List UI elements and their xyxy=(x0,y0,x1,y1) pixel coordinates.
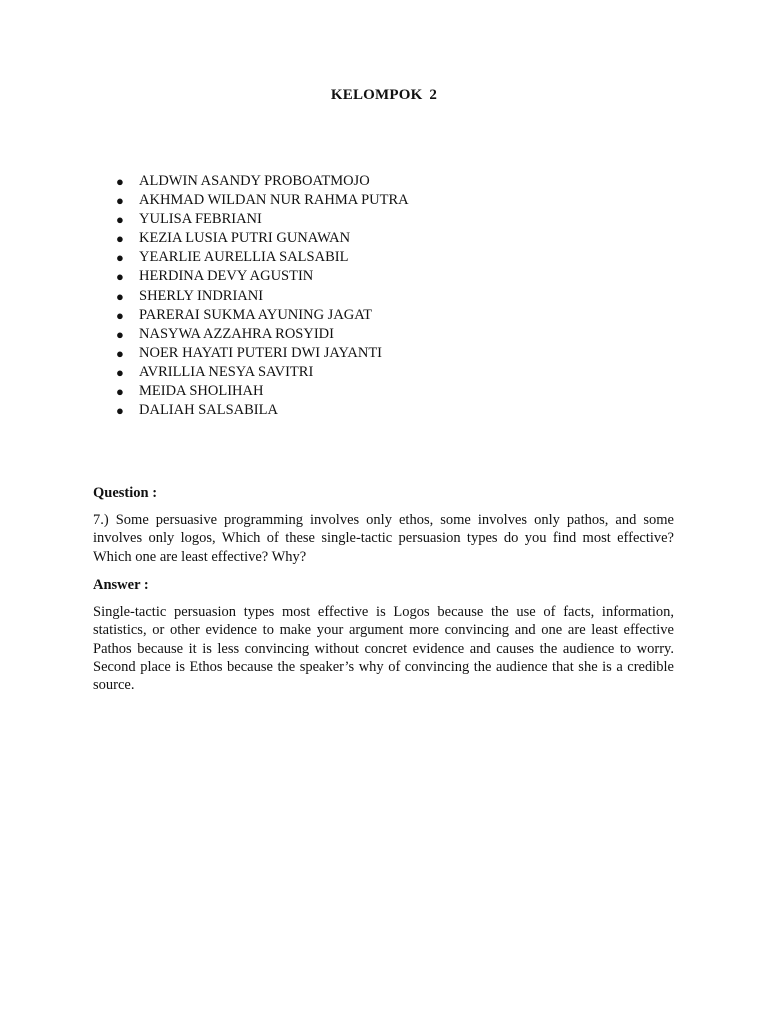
bullet-icon: ● xyxy=(116,174,124,189)
list-item xyxy=(112,325,409,344)
document-title: KELOMPOK 2 xyxy=(330,87,438,103)
list-item xyxy=(112,229,409,248)
bullet-icon: ● xyxy=(116,403,124,419)
list-item xyxy=(112,267,409,286)
member-name: PARERAI SUKMA AYUNING JAGAT xyxy=(139,306,372,323)
answer-label: Answer : xyxy=(93,577,149,593)
list-item xyxy=(112,363,409,382)
member-name: SHERLY INDRIANI xyxy=(139,287,264,304)
list-item xyxy=(112,344,409,363)
member-list xyxy=(112,172,409,420)
bullet-icon: ● xyxy=(116,212,124,228)
member-name: AKHMAD WILDAN NUR RAHMA PUTRA xyxy=(139,192,409,209)
answer-text: Single-tactic persuasion types most effective is Logos because the use of facts, information, statistics, or other evidence to make your argument more convincing and one are least effective Pathos because it is less convincing without concret evidence and causes the audience to worry. Second place is Ethos because the speaker’s why of convincing the audience that she is a credible source. xyxy=(93,604,674,694)
question-text: 7.) Some persuasive programming involves only ethos, some involves only pathos, and some involves only logos, Which of these single-tactic persuasion types do you find most effective? Which one are least effective? Why? xyxy=(93,512,674,565)
list-item xyxy=(112,382,409,401)
bullet-icon: ● xyxy=(116,345,124,361)
list-item xyxy=(112,210,409,229)
bullet-icon: ● xyxy=(116,384,124,400)
question-label: Question : xyxy=(93,485,158,501)
member-name: ALDWIN ASANDY PROBOATMOJO xyxy=(139,173,370,189)
list-item xyxy=(112,191,409,210)
list-item xyxy=(112,306,409,325)
member-name: NASYWA AZZAHRA ROSYIDI xyxy=(139,325,334,342)
member-name: YULISA FEBRIANI xyxy=(139,211,262,228)
member-name: AVRILLIA NESYA SAVITRI xyxy=(139,363,314,380)
member-name: YEARLIE AURELLIA SALSABIL xyxy=(139,249,349,266)
member-name: MEIDA SHOLIHAH xyxy=(139,383,264,400)
member-name: DALIAH SALSABILA xyxy=(139,402,278,419)
list-item xyxy=(112,172,409,191)
list-item xyxy=(112,287,409,306)
member-name: HERDINA DEVY AGUSTIN xyxy=(139,268,314,285)
bullet-icon: ● xyxy=(116,193,124,209)
list-item xyxy=(112,401,409,420)
bullet-icon: ● xyxy=(116,288,124,304)
list-item xyxy=(112,248,409,267)
bullet-icon: ● xyxy=(116,326,124,342)
member-name: KEZIA LUSIA PUTRI GUNAWAN xyxy=(139,230,351,247)
bullet-icon: ● xyxy=(116,250,124,266)
bullet-icon: ● xyxy=(116,231,124,247)
bullet-icon: ● xyxy=(116,364,124,380)
bullet-icon: ● xyxy=(116,269,124,285)
bullet-icon: ● xyxy=(116,307,124,323)
member-name: NOER HAYATI PUTERI DWI JAYANTI xyxy=(139,344,383,361)
